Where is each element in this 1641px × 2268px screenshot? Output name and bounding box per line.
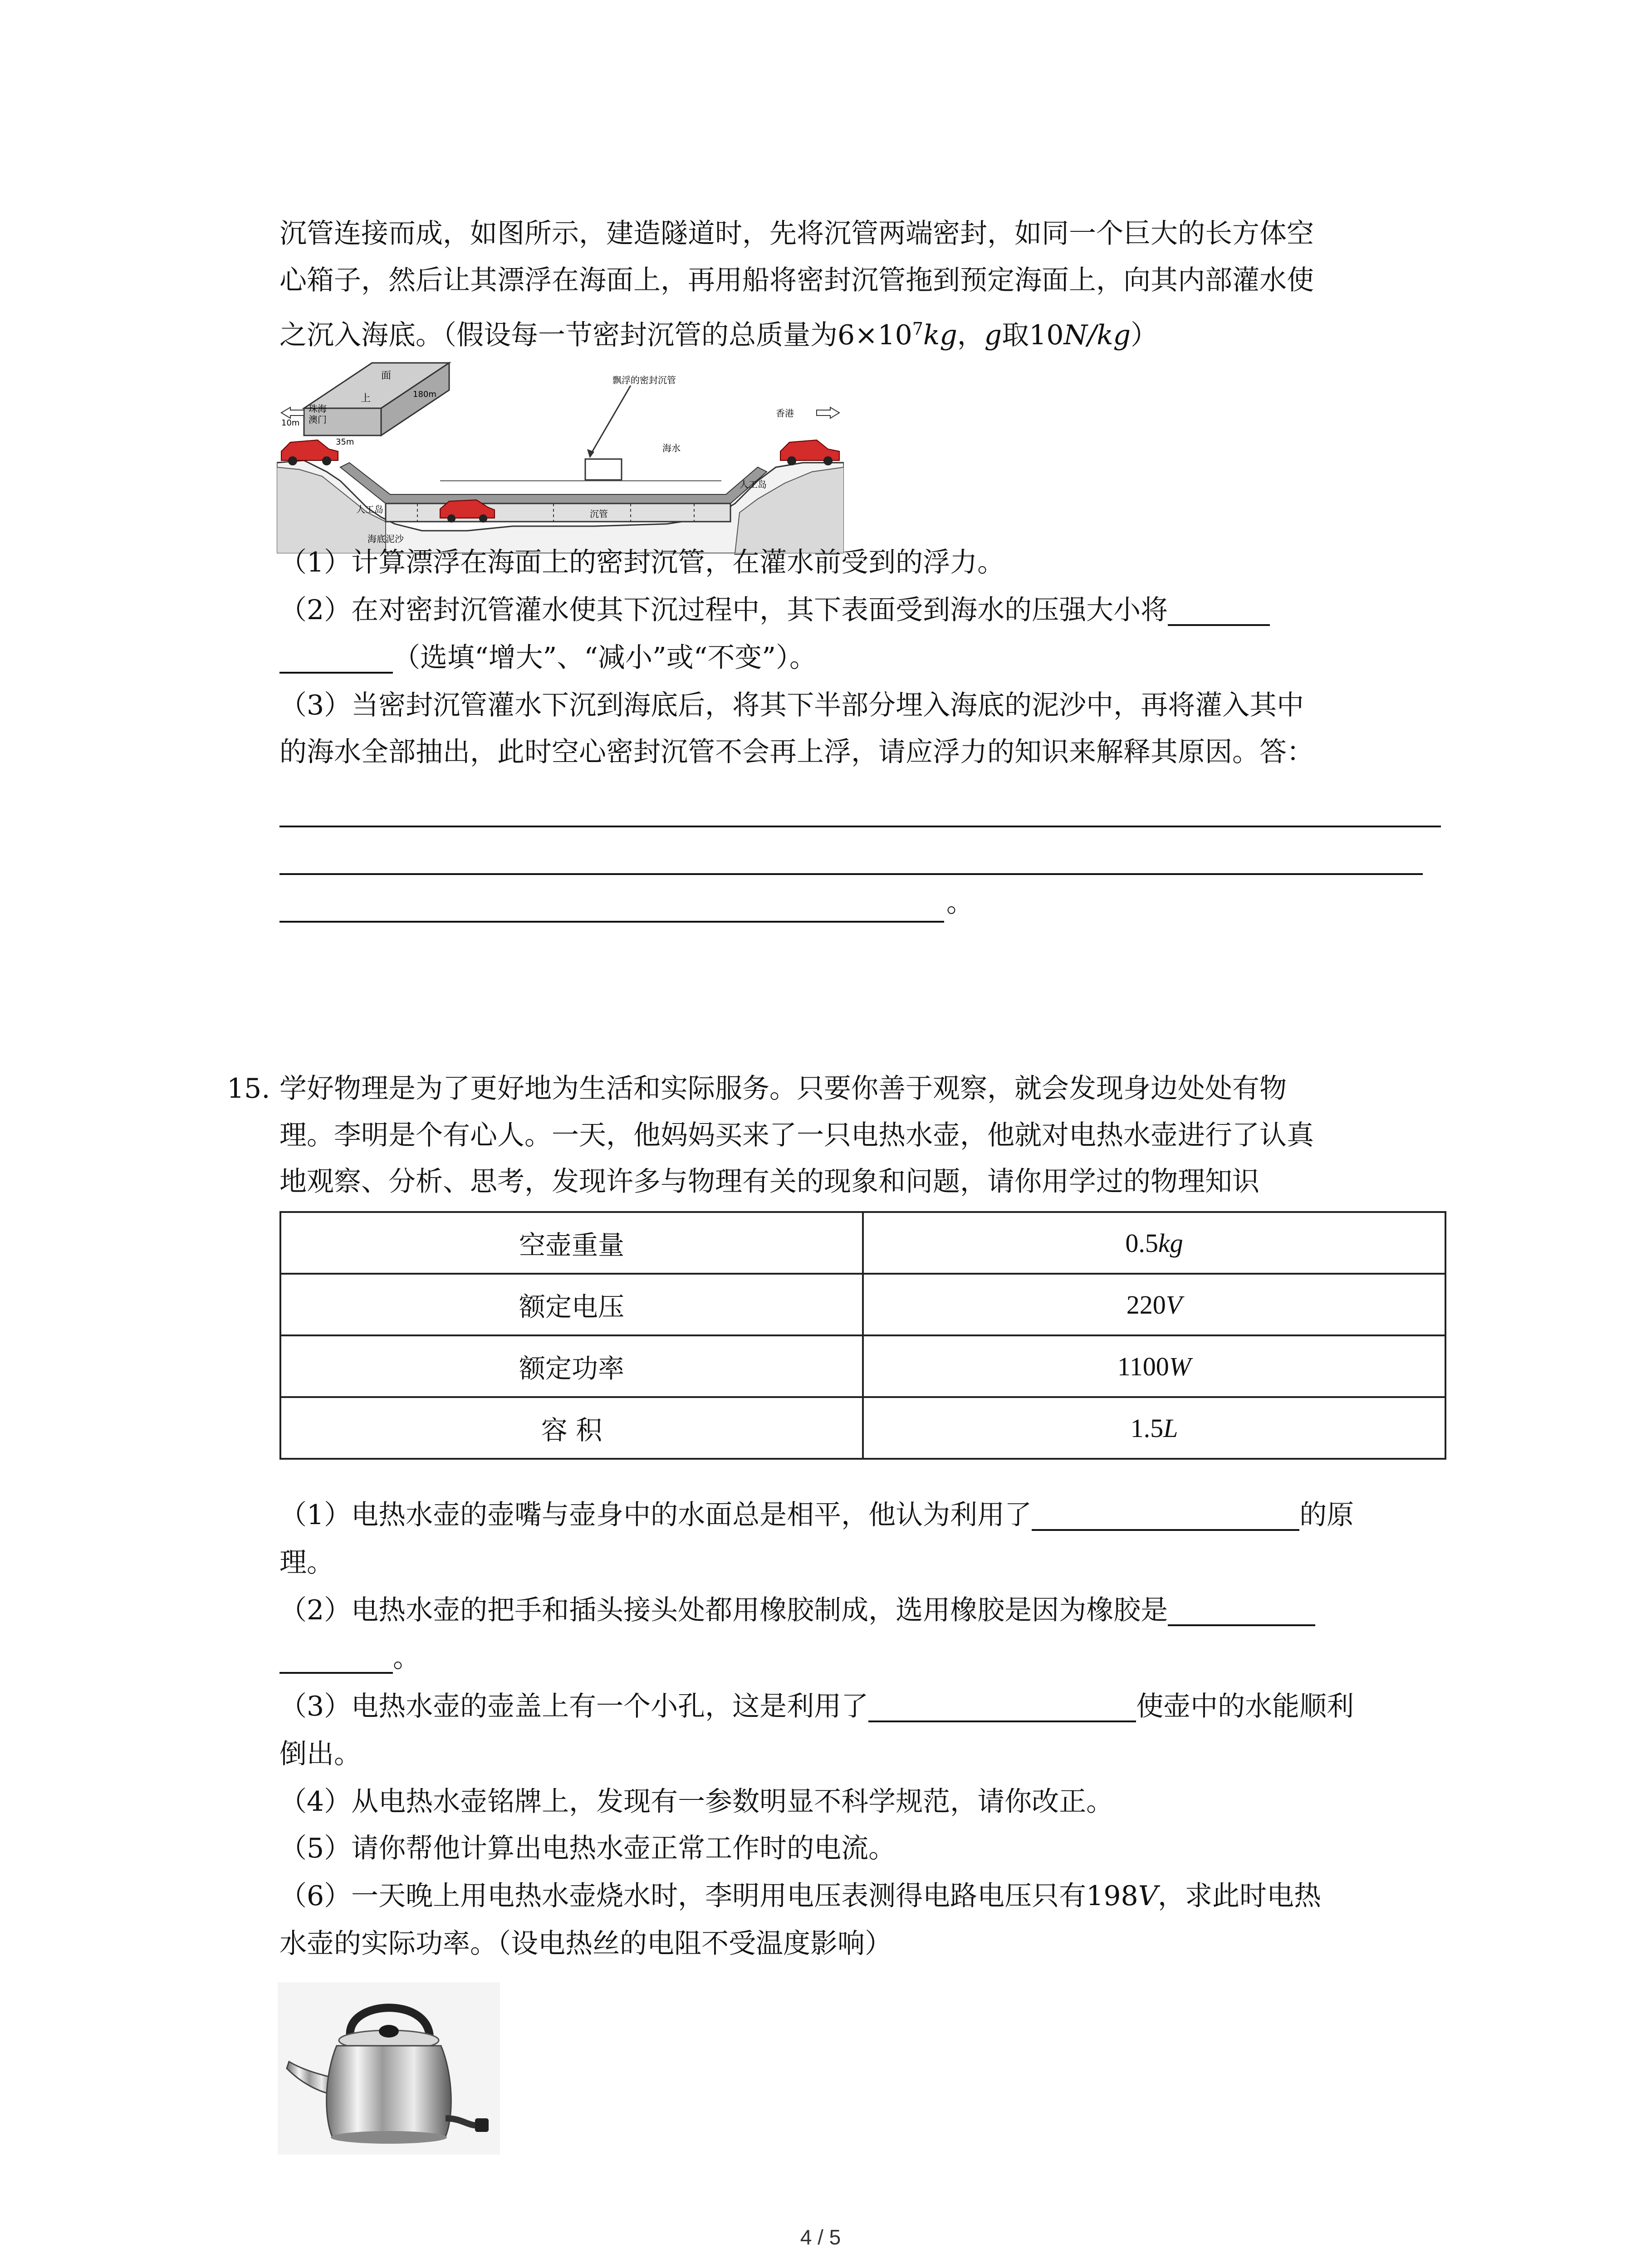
p15-q6-line2: 水壶的实际功率。（设电热丝的电阻不受温度影响）	[279, 1928, 892, 1960]
kettle-spec-table	[279, 1211, 1446, 1460]
table-row	[280, 1274, 1445, 1335]
p14-q2-line1: （2）在对密封沉管灌水使其下沉过程中，其下表面受到海水的压强大小将	[279, 594, 1270, 626]
p15-q3-blank[interactable]	[868, 1694, 1136, 1722]
p14-q2-line2: （选填“增大”、“减小”或“不变”）。	[279, 642, 817, 674]
spec-label: 容 积	[280, 1397, 863, 1459]
p15-number: 15.	[227, 1073, 270, 1105]
car-left-icon	[281, 440, 338, 465]
fig-label-hongkong: 香港	[776, 408, 794, 419]
table-row	[280, 1335, 1445, 1397]
kettle-image	[278, 1982, 500, 2155]
fig-label-height: 10m	[281, 418, 300, 428]
spec-value: 1.5L	[863, 1397, 1445, 1459]
tunnel-diagram	[277, 358, 844, 553]
fig-label-width: 35m	[336, 437, 354, 447]
p14-intro-line-1: 沉管连接而成，如图所示，建造隧道时，先将沉管两端密封，如同一个巨大的长方体空	[279, 218, 1314, 249]
p14-q3-line2: 的海水全部抽出，此时空心密封沉管不会再上浮，请应浮力的知识来解释其原因。答：	[279, 736, 1314, 768]
table-row	[280, 1397, 1445, 1459]
p15-q2-blank-a[interactable]	[1168, 1598, 1315, 1626]
spec-value: 0.5kg	[863, 1212, 1445, 1274]
fig-label-mud: 海底泥沙	[367, 533, 404, 544]
p15-q4: （4）从电热水壶铭牌上，发现有一参数明显不科学规范，请你改正。	[279, 1786, 1114, 1818]
table-row	[280, 1212, 1445, 1274]
spec-label: 额定功率	[280, 1335, 863, 1397]
fig-label-island-right: 人工岛	[740, 479, 767, 490]
p15-q2-blank-b[interactable]	[279, 1646, 393, 1674]
fig-label-top: 面	[381, 370, 392, 381]
p14-answer-line-2[interactable]	[279, 873, 1423, 875]
fig-label-upper: 上	[361, 393, 371, 404]
p14-q3-line1: （3）当密封沉管灌水下沉到海底后，将其下半部分埋入海底的泥沙中，再将灌入其中	[279, 689, 1304, 721]
fig-label-zhuhai: 珠海	[309, 403, 327, 414]
p15-q2-line1: （2）电热水壶的把手和插头接头处都用橡胶制成，选用橡胶是因为橡胶是	[279, 1594, 1315, 1626]
p14-q2-blank-b[interactable]	[279, 645, 393, 674]
p15-q3-line1: （3）电热水壶的壶盖上有一个小孔，这是利用了 使壶中的水能顺利	[279, 1691, 1354, 1722]
fig-label-island-left: 人工岛	[356, 504, 383, 515]
p15-q1-line1: （1）电热水壶的壶嘴与壶身中的水面总是相平，他认为利用了 的原	[279, 1499, 1354, 1531]
p15-intro-line-2: 理。李明是个有心人。一天，他妈妈买来了一只电热水壶，他就对电热水壶进行了认真	[279, 1119, 1314, 1151]
spec-label: 空壶重量	[280, 1212, 863, 1274]
fig-label-sea: 海水	[662, 443, 681, 454]
spec-value: 220V	[863, 1274, 1445, 1335]
p14-answer-line-1[interactable]	[279, 826, 1441, 827]
fig-label-length: 180m	[413, 390, 436, 399]
p15-q1-line2: 理。	[279, 1547, 334, 1579]
arrow-left-icon	[281, 407, 304, 418]
p15-q6-line1: （6）一天晚上用电热水壶烧水时，李明用电压表测得电路电压只有198V，求此时电热	[279, 1880, 1322, 1912]
spec-value: 1100W	[863, 1335, 1445, 1397]
p14-q1: （1）计算漂浮在海面上的密封沉管，在灌水前受到的浮力。	[279, 547, 1005, 578]
p14-q2-blank-a[interactable]	[1168, 598, 1270, 626]
p14-intro-line-3: 之沉入海底。（假设每一节密封沉管的总质量为$6\times 10^7kg$，g取10N/kg）	[279, 319, 1158, 351]
p14-intro-line-2: 心箱子，然后让其漂浮在海面上，再用船将密封沉管拖到预定海面上，向其内部灌水使	[279, 264, 1314, 296]
p15-q1-blank[interactable]	[1032, 1503, 1299, 1531]
p15-intro-line-3: 地观察、分析、思考，发现许多与物理有关的现象和问题，请你用学过的物理知识	[279, 1166, 1259, 1198]
p15-q5: （5）请你帮他计算出电热水壶正常工作时的电流。	[279, 1833, 896, 1864]
p14-answer-end: 。	[946, 887, 974, 919]
p15-q2-line2: 。	[279, 1642, 420, 1674]
fig-label-floating: 飘浮的密封沉管	[612, 375, 676, 386]
fig-label-tube: 沉管	[590, 508, 608, 519]
p15-intro-line-1: 学好物理是为了更好地为生活和实际服务。只要你善于观察，就会发现身边处处有物	[279, 1073, 1287, 1105]
p15-q3-line2: 倒出。	[279, 1738, 361, 1770]
page-number: 4 / 5	[800, 2225, 841, 2249]
fig-label-macau: 澳门	[309, 414, 327, 425]
car-right-icon	[780, 440, 839, 465]
p14-answer-line-3[interactable]	[279, 921, 944, 923]
spec-label: 额定电压	[280, 1274, 863, 1335]
arrow-right-icon	[817, 407, 839, 418]
